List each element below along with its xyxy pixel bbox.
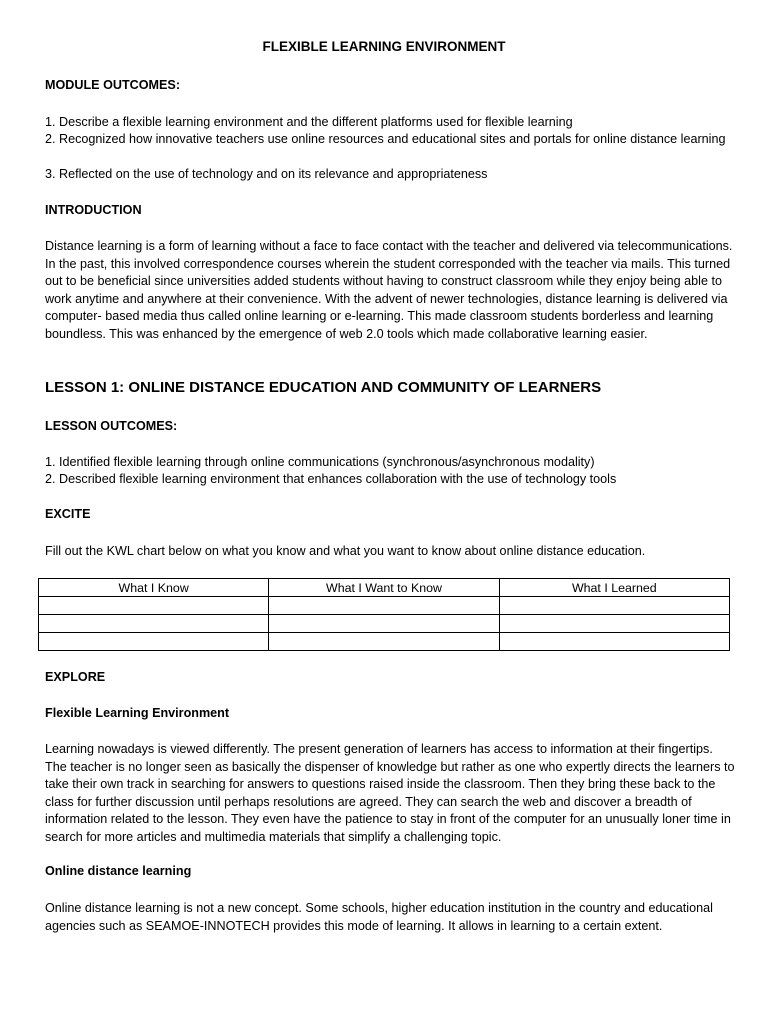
kwl-cell[interactable]	[499, 633, 729, 651]
document-title: FLEXIBLE LEARNING ENVIRONMENT	[262, 39, 506, 54]
kwl-header-row	[39, 579, 730, 597]
explore-heading: EXPLORE	[45, 670, 106, 684]
kwl-cell[interactable]	[269, 615, 499, 633]
kwl-row	[39, 615, 730, 633]
kwl-cell[interactable]	[39, 597, 269, 615]
excite-instruction: Fill out the KWL chart below on what you know and what you want to know about online distance education.	[45, 544, 646, 558]
kwl-row	[39, 633, 730, 651]
introduction-heading: INTRODUCTION	[45, 203, 142, 217]
online-distance-body: Online distance learning is not a new concept. Some schools, higher education institution in the country and educational agencies such as SEAMOE-INNOTECH provides this mode of learning. It allows in learning to a certain extent.	[45, 901, 713, 933]
lesson-outcome-2: 2. Described flexible learning environment that enhances collaboration with the use of technology tools	[45, 472, 617, 486]
kwl-header-learned: What I Learned	[499, 579, 729, 597]
kwl-row	[39, 597, 730, 615]
lesson-outcome-1: 1. Identified flexible learning through online communications (synchronous/asynchronous modality)	[45, 455, 595, 469]
kwl-cell[interactable]	[39, 615, 269, 633]
module-outcome-3: 3. Reflected on the use of technology and on its relevance and appropriateness	[45, 167, 488, 181]
kwl-header-want: What I Want to Know	[269, 579, 499, 597]
module-outcome-2: 2. Recognized how innovative teachers use online resources and educational sites and portals for online distance learning	[45, 132, 726, 146]
explore-body: Learning nowadays is viewed differently. The present generation of learners has access to information at their fingertips. The teacher is no longer seen as basically the dispenser of knowledge but rather as one who expertly directs the learners to take their own track in searching for answers to questions raised inside the classroom. Then they bring these back to the class for further discussion until perhaps resolutions are agreed. They can search the web and discover a breadth of information related to the lesson. They even have the patience to stay in front of the computer for an unusually loner time in search for more articles and multimedia materials that simplify a challenging topic.	[45, 742, 735, 844]
excite-heading: EXCITE	[45, 507, 91, 521]
kwl-cell[interactable]	[39, 633, 269, 651]
kwl-chart	[38, 578, 730, 651]
explore-subheading: Flexible Learning Environment	[45, 706, 230, 720]
kwl-header-know: What I Know	[39, 579, 269, 597]
module-outcomes-heading: MODULE OUTCOMES:	[45, 78, 181, 92]
kwl-cell[interactable]	[269, 597, 499, 615]
lesson1-heading: LESSON 1: ONLINE DISTANCE EDUCATION AND COMMUNITY OF LEARNERS	[45, 379, 602, 396]
module-outcome-1: 1. Describe a flexible learning environment and the different platforms used for flexible learning	[45, 115, 573, 129]
lesson-outcomes-heading: LESSON OUTCOMES:	[45, 419, 178, 433]
kwl-cell[interactable]	[269, 633, 499, 651]
kwl-cell[interactable]	[499, 615, 729, 633]
online-distance-heading: Online distance learning	[45, 864, 192, 878]
kwl-cell[interactable]	[499, 597, 729, 615]
introduction-body: Distance learning is a form of learning without a face to face contact with the teacher and delivered via telecommunications. In the past, this involved correspondence courses wherein the student corresponded with the teacher via mails. This turned out to be beneficial since universities added students without having to construct classroom while they enjoy being able to work anytime and anywhere at their convenience. With the advent of newer technologies, distance learning is delivered via computer- based media thus called online learning or e-learning. This made classroom students borderless and learning boundless. This was enhanced by the emergence of web 2.0 tools which made collaborative learning easier.	[45, 239, 733, 341]
